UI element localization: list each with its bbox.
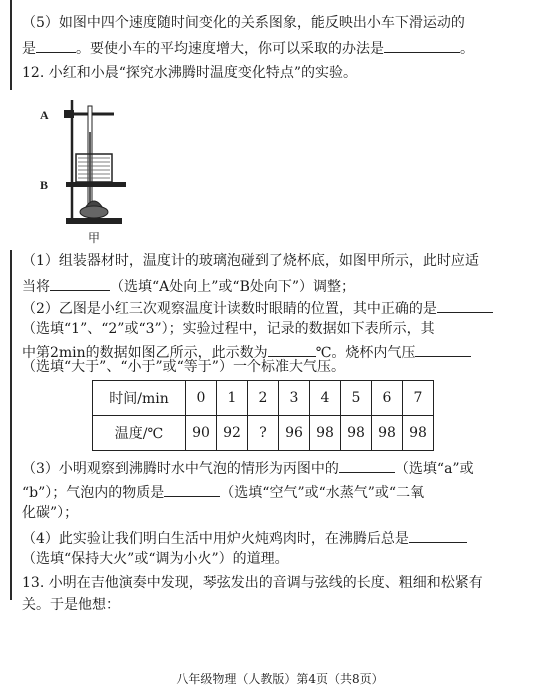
q12-part3-text2b: （选填“空气”或“水蒸气”或“二氧 xyxy=(220,485,425,501)
answer-blank-adjust[interactable] xyxy=(50,276,110,291)
q12-part1-line1 xyxy=(22,252,479,270)
answer-blank-method[interactable] xyxy=(384,38,460,53)
label-b: B xyxy=(40,178,49,192)
answer-blank-graph[interactable] xyxy=(36,38,76,53)
boiling-apparatus-figure xyxy=(36,92,176,248)
q12-part1-line2 xyxy=(22,276,355,296)
figure-caption: 甲 xyxy=(88,231,101,245)
table-cell-time: 1 xyxy=(217,381,248,416)
table-cell-temperature: 92 xyxy=(217,416,248,451)
table-cell-time: 3 xyxy=(279,381,310,416)
q12-part3-text3: 化碳”）； xyxy=(22,505,79,521)
wire-gauze xyxy=(66,182,126,187)
q12-part2-text1a: （2）乙图是小红三次观察温度计读数时眼睛的位置，其中正确的是 xyxy=(22,301,437,317)
q13-line2 xyxy=(22,596,120,614)
q12-title xyxy=(22,64,357,82)
q11-part5-text2c: 。 xyxy=(460,41,474,57)
table-cell-time: 0 xyxy=(186,381,217,416)
q11-part5-text1: （5）如图中四个速度随时间变化的关系图象，能反映出小车下滑运动的 xyxy=(22,15,465,31)
table-cell-time: 4 xyxy=(310,381,341,416)
q12-part2-line4 xyxy=(22,358,345,376)
q11-part5-text2a: 是 xyxy=(22,41,36,57)
answer-blank-reading[interactable] xyxy=(268,342,316,357)
stand-base xyxy=(66,218,122,224)
q12-part2-text3a: 中第2min的数据如图乙所示，此示数为 xyxy=(22,345,268,361)
label-a: A xyxy=(40,108,49,122)
clamp-a xyxy=(64,110,74,118)
table-cell-temperature: 90 xyxy=(186,416,217,451)
table-cell-temperature: 98 xyxy=(341,416,372,451)
table-cell-temperature: 98 xyxy=(310,416,341,451)
table-cell-temperature: 98 xyxy=(372,416,403,451)
table-header-time: 时间/min xyxy=(93,381,186,416)
q13-text1: 13. 小明在吉他演奏中发现，琴弦发出的音调与弦线的长度、粗细和松紧有 xyxy=(22,575,483,591)
temperature-data-table xyxy=(92,380,434,451)
q13-text2: 关。于是他想： xyxy=(22,597,120,613)
table-cell-time: 5 xyxy=(341,381,372,416)
table-cell-time: 6 xyxy=(372,381,403,416)
q12-part4-line2 xyxy=(22,550,289,568)
table-cell-temperature: ? xyxy=(248,416,279,451)
q12-part4-text2: （选填“保持大火”或“调为小火”）的道理。 xyxy=(22,551,289,567)
table-row-time xyxy=(93,381,434,416)
q11-part5-text2b: 。要使小车的平均速度增大，你可以采取的办法是 xyxy=(76,41,384,57)
q11-part5-line2 xyxy=(22,38,474,58)
table-header-temperature: 温度/℃ xyxy=(93,416,186,451)
q12-part1-text2b: （选填“A处向上”或“B处向下”）调整； xyxy=(110,279,356,295)
q12-part3-line2 xyxy=(22,482,424,502)
q12-part4-text1a: （4）此实验让我们明白生活中用炉火炖鸡肉时，在沸腾后总是 xyxy=(22,531,409,547)
margin-rule-bottom xyxy=(10,250,12,600)
answer-blank-fire[interactable] xyxy=(409,528,467,543)
margin-rule-top xyxy=(10,0,12,90)
answer-blank-eye-position[interactable] xyxy=(437,298,493,313)
q12-part1-text1: （1）组装器材时，温度计的玻璃泡碰到了烧杯底，如图甲所示，此时应适 xyxy=(22,253,479,269)
q12-part2-text4: （选填“大于”、“小于”或“等于”）一个标准大气压。 xyxy=(22,359,345,375)
table-cell-time: 7 xyxy=(403,381,434,416)
q12-part2-line1 xyxy=(22,298,493,318)
q12-title-text: 12. 小红和小晨“探究水沸腾时温度变化特点”的实验。 xyxy=(22,65,358,81)
answer-blank-bubble[interactable] xyxy=(339,458,395,473)
q12-part3-text2a: “b”）；气泡内的物质是 xyxy=(22,485,165,501)
answer-blank-substance[interactable] xyxy=(164,482,220,497)
table-cell-time: 2 xyxy=(248,381,279,416)
q12-part3-text1a: （3）小明观察到沸腾时水中气泡的情形为丙图中的 xyxy=(22,461,339,477)
q12-part3-line3 xyxy=(22,504,78,522)
page-footer: 八年级物理（人教版）第4页（共8页） xyxy=(176,672,384,686)
table-cell-temperature: 98 xyxy=(403,416,434,451)
answer-blank-pressure[interactable] xyxy=(415,342,471,357)
q12-part4-line1 xyxy=(22,528,467,548)
q12-part2-text2: （选填“1”、“2”或“3”）；实验过程中，记录的数据如下表所示，其 xyxy=(22,321,435,337)
table-row-temperature xyxy=(93,416,434,451)
q12-part2-line2 xyxy=(22,320,435,338)
alcohol-lamp xyxy=(80,206,108,218)
q12-part3-text1b: （选填“a”或 xyxy=(394,461,474,477)
q12-part2-text3b: ℃。烧杯内气压 xyxy=(315,345,416,361)
q13-line1 xyxy=(22,574,483,592)
q11-part5-line1 xyxy=(22,14,465,32)
q12-part3-line1 xyxy=(22,458,474,478)
q12-part1-text2a: 当将 xyxy=(22,279,50,295)
table-cell-temperature: 96 xyxy=(279,416,310,451)
